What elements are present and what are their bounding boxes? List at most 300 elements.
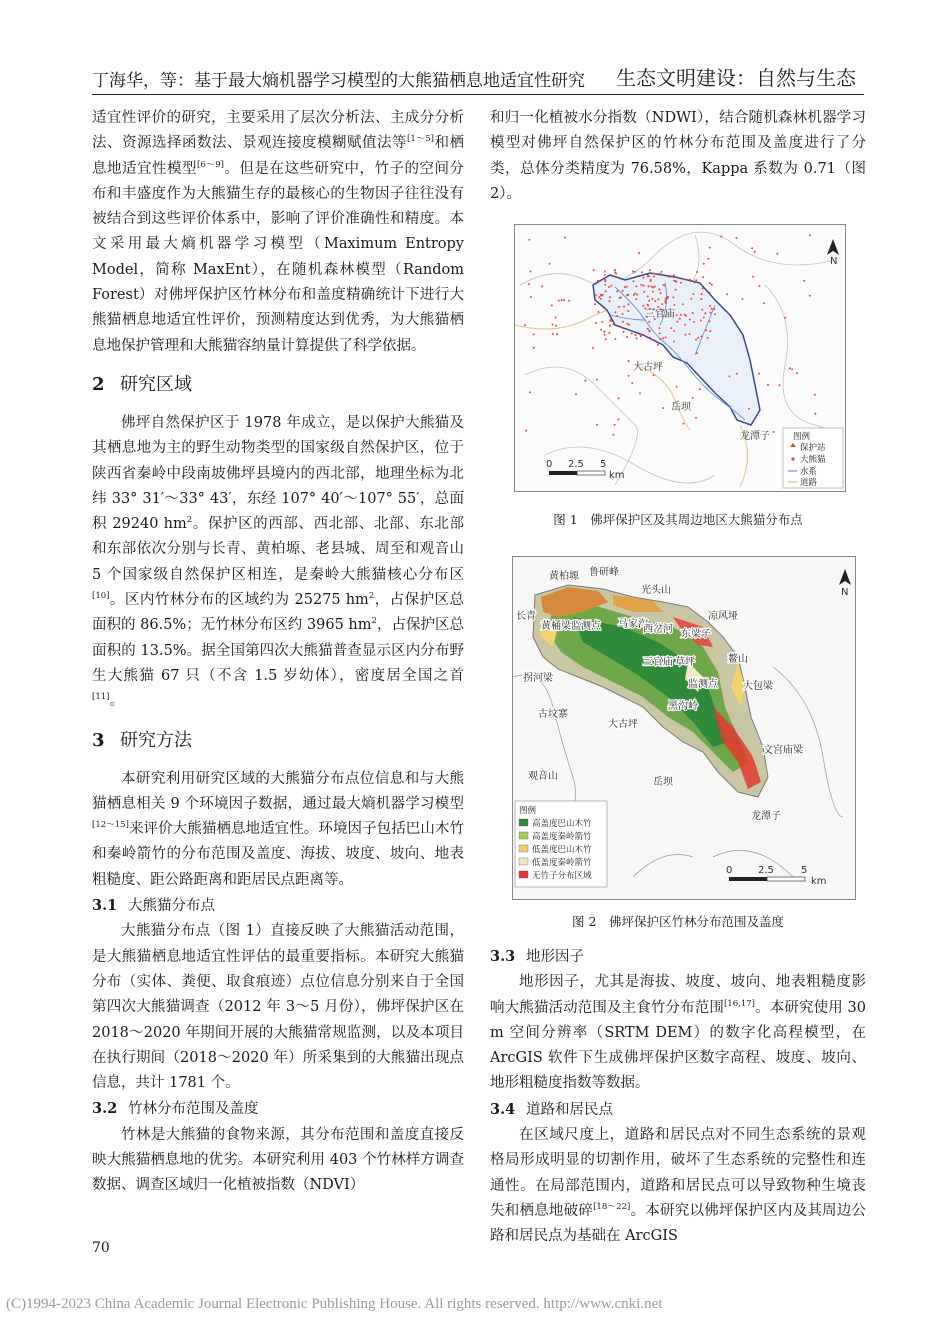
place-label: 监测点 bbox=[688, 679, 718, 690]
panda-point bbox=[682, 303, 684, 305]
place-label: 观音山 bbox=[528, 771, 558, 782]
panda-point bbox=[692, 312, 694, 314]
header-authors-title: 丁海华，等：基于最大熵机器学习模型的大熊猫栖息地适宜性研究 bbox=[92, 71, 585, 91]
panda-point bbox=[598, 296, 600, 298]
panda-point bbox=[709, 320, 711, 322]
place-label: 鲁研峰 bbox=[589, 567, 619, 578]
legend-label: 高盖度秦岭箭竹 bbox=[532, 832, 592, 842]
panda-point bbox=[609, 300, 611, 302]
place-label: 三官庙 bbox=[643, 657, 673, 668]
svg-text:5: 5 bbox=[600, 459, 607, 470]
panda-point bbox=[700, 335, 702, 337]
panda-point bbox=[672, 296, 674, 298]
panda-point bbox=[709, 305, 711, 307]
svg-text:道路: 道路 bbox=[800, 478, 818, 488]
panda-point-icon bbox=[791, 457, 794, 460]
panda-point bbox=[529, 391, 531, 393]
place-label: 古坟寨 bbox=[538, 709, 568, 720]
panda-point bbox=[626, 336, 628, 338]
panda-point bbox=[605, 338, 607, 340]
paragraph-methods: 本研究利用研究区域的大熊猫分布点位信息和与大熊猫栖息相关 9 个环境因子数据，通过最大熵机器学习模型[12～15]来评价大熊猫栖息地适宜性。环境因子包括巴山木竹和秦岭箭竹的分布范围及盖度、海拔、坡度、坡向、地表粗糙度、距公路距离和距居民点距离等。 bbox=[92, 770, 464, 888]
paragraph-panda-points: 大熊猫分布点（图 1）直接反映了大熊猫活动范围，是大熊猫栖息地适宜性评估的最重要指标。本研究大熊猫分布（实体、粪便、取食痕迹）点位信息分别来自于全国第四次大熊猫调查（2012 年 3～5 月份），佛坪保护区在 2018～2020 年期间开展的大熊猫常规监测，以及本项目在执行期间（2018～2020 年）所采集到的大熊猫出现点信息，共计 1781 个。 bbox=[92, 923, 464, 1092]
panda-point bbox=[525, 430, 527, 432]
panda-point bbox=[556, 333, 558, 335]
panda-point bbox=[657, 306, 659, 308]
svg-text:2.5: 2.5 bbox=[568, 459, 584, 470]
panda-point bbox=[689, 333, 691, 335]
panda-point bbox=[695, 279, 697, 281]
legend-swatch bbox=[519, 858, 528, 865]
panda-point bbox=[653, 374, 655, 376]
panda-point bbox=[563, 299, 565, 301]
running-header bbox=[92, 62, 864, 96]
place-label: 拐河梁 bbox=[523, 673, 553, 684]
panda-point bbox=[776, 253, 778, 255]
panda-point bbox=[564, 237, 566, 239]
panda-point bbox=[714, 313, 716, 315]
panda-point bbox=[692, 397, 694, 399]
right-column-bottom bbox=[490, 944, 866, 1250]
panda-point bbox=[652, 287, 654, 289]
svg-text:水系: 水系 bbox=[800, 467, 818, 477]
panda-point bbox=[702, 288, 704, 290]
panda-point bbox=[612, 323, 614, 325]
panda-point bbox=[664, 300, 666, 302]
panda-point bbox=[709, 330, 711, 332]
panda-point bbox=[604, 274, 606, 276]
panda-point bbox=[661, 303, 663, 305]
map-legend bbox=[515, 801, 607, 887]
panda-point bbox=[711, 308, 713, 310]
svg-text:N: N bbox=[830, 256, 838, 267]
panda-point bbox=[684, 324, 686, 326]
panda-point bbox=[653, 276, 655, 278]
panda-point bbox=[673, 330, 675, 332]
panda-point bbox=[555, 325, 557, 327]
map-legend bbox=[783, 428, 843, 488]
panda-point bbox=[676, 314, 678, 316]
panda-point bbox=[648, 300, 650, 302]
panda-point bbox=[614, 269, 616, 271]
panda-point bbox=[628, 360, 630, 362]
panda-point bbox=[604, 284, 606, 286]
citation: [6～9] bbox=[197, 159, 224, 170]
panda-point bbox=[692, 293, 694, 295]
panda-point bbox=[635, 298, 637, 300]
panda-point bbox=[809, 234, 811, 236]
panda-point bbox=[568, 300, 570, 302]
panda-point bbox=[789, 367, 791, 369]
panda-point bbox=[779, 384, 781, 386]
svg-text:km: km bbox=[609, 470, 625, 481]
panda-point bbox=[700, 320, 702, 322]
panda-point bbox=[758, 373, 760, 375]
panda-point bbox=[651, 286, 653, 288]
panda-point bbox=[729, 375, 731, 377]
panda-point bbox=[610, 319, 612, 321]
panda-point bbox=[640, 284, 642, 286]
place-label: 凉风垭 bbox=[708, 611, 738, 622]
panda-point bbox=[633, 280, 635, 282]
panda-point bbox=[767, 384, 769, 386]
paragraph-bamboo-continued: 和归一化植被水分指数（NDWI），结合随机森林机器学习模型对佛坪自然保护区的竹林分布范围及盖度进行了分类，总体分类精度为 76.58%，Kappa 系数为 0.71（图 2）。 bbox=[490, 110, 866, 202]
panda-point bbox=[660, 292, 662, 294]
panda-point bbox=[689, 279, 691, 281]
panda-point bbox=[657, 344, 659, 346]
panda-point bbox=[693, 321, 695, 323]
panda-point bbox=[628, 375, 630, 377]
panda-point bbox=[803, 280, 805, 282]
panda-point bbox=[680, 314, 682, 316]
panda-point bbox=[673, 274, 675, 276]
panda-point bbox=[622, 290, 624, 292]
panda-point bbox=[642, 277, 644, 279]
panda-point bbox=[641, 271, 643, 273]
figure-1-map bbox=[514, 224, 846, 492]
panda-point bbox=[635, 285, 637, 287]
panda-point bbox=[603, 331, 605, 333]
svg-text:图例: 图例 bbox=[793, 432, 811, 442]
panda-point bbox=[673, 341, 675, 343]
svg-text:2.5: 2.5 bbox=[758, 865, 774, 876]
panda-point bbox=[623, 306, 625, 308]
panda-point bbox=[619, 297, 621, 299]
panda-point bbox=[604, 334, 606, 336]
panda-point bbox=[702, 276, 704, 278]
paragraph-bamboo: 竹林是大熊猫的食物来源，其分布范围和盖度直接反映大熊猫栖息地的优劣。本研究利用 403 个竹林样方调查数据、调查区域归一化植被指数（NDVI） bbox=[92, 1126, 464, 1194]
panda-point bbox=[696, 352, 698, 354]
panda-point bbox=[696, 271, 698, 273]
panda-point bbox=[657, 299, 659, 301]
panda-point bbox=[647, 328, 649, 330]
place-sanguanmiao: 三官庙 bbox=[645, 309, 675, 320]
bamboo-coverage-map bbox=[513, 557, 855, 899]
panda-point bbox=[659, 327, 661, 329]
panda-point bbox=[597, 280, 599, 282]
legend-swatch bbox=[519, 819, 528, 826]
panda-point bbox=[634, 293, 636, 295]
panda-point bbox=[635, 334, 637, 336]
panda-point bbox=[648, 321, 650, 323]
panda-point bbox=[661, 271, 663, 273]
panda-point bbox=[622, 327, 624, 329]
legend-label: 低盖度巴山木竹 bbox=[532, 845, 592, 855]
panda-point bbox=[654, 300, 656, 302]
panda-point bbox=[618, 306, 620, 308]
panda-point bbox=[600, 329, 602, 331]
svg-text:5: 5 bbox=[801, 865, 808, 876]
panda-point bbox=[675, 281, 677, 283]
panda-point bbox=[709, 247, 711, 249]
panda-point bbox=[773, 431, 775, 433]
panda-point bbox=[616, 315, 618, 317]
panda-point bbox=[541, 285, 543, 287]
svg-text:图例: 图例 bbox=[519, 806, 537, 816]
panda-point bbox=[608, 332, 610, 334]
panda-point bbox=[647, 275, 649, 277]
panda-point bbox=[608, 286, 610, 288]
place-yueba: 岳坝 bbox=[671, 402, 691, 413]
panda-point bbox=[659, 332, 661, 334]
citation: [12～15] bbox=[92, 820, 129, 831]
panda-point bbox=[735, 237, 737, 239]
panda-point bbox=[676, 321, 678, 323]
place-dagu-ping: 大古坪 bbox=[633, 362, 663, 373]
right-column-top bbox=[490, 106, 866, 207]
panda-point bbox=[701, 309, 703, 311]
paragraph-terrain: 地形因子，尤其是海拔、坡度、坡向、地表粗糙度影响大熊猫活动范围及主食竹分布范围[16,17]。本研究使用 30 m 空间分辨率（SRTM DEM）的数字化高程模型，在 ArcGIS 软件下生成佛坪保护区数字高程、坡度、坡向、地形粗糙度指数等数据。 bbox=[490, 974, 867, 1092]
panda-point bbox=[555, 317, 557, 319]
place-label: 黄柏塬 bbox=[549, 571, 579, 582]
panda-point bbox=[601, 321, 603, 323]
panda-point bbox=[726, 293, 728, 295]
copyright-footer: (C)1994-2023 China Academic Journal Electronic Publishing House. All rights reserved. http://www.cnki.net bbox=[6, 1296, 663, 1312]
panda-point bbox=[622, 321, 624, 323]
panda-point bbox=[558, 300, 560, 302]
place-label: 鳌山 bbox=[728, 654, 748, 665]
panda-point bbox=[647, 295, 649, 297]
panda-point bbox=[690, 298, 692, 300]
panda-point bbox=[748, 408, 750, 410]
panda-point bbox=[694, 282, 696, 284]
panda-point bbox=[616, 290, 618, 292]
panda-point bbox=[814, 394, 816, 396]
panda-point bbox=[650, 338, 652, 340]
place-label: 光头山 bbox=[641, 585, 671, 596]
panda-point bbox=[670, 327, 672, 329]
place-label: 文宫庙梁 bbox=[763, 745, 803, 756]
panda-point bbox=[713, 308, 715, 310]
panda-point bbox=[609, 296, 611, 298]
panda-point bbox=[594, 303, 596, 305]
panda-point bbox=[593, 269, 595, 271]
panda-point bbox=[596, 379, 598, 381]
panda-point bbox=[626, 323, 628, 325]
panda-point bbox=[643, 291, 645, 293]
panda-point bbox=[634, 271, 636, 273]
panda-point bbox=[659, 338, 661, 340]
panda-point bbox=[736, 373, 738, 375]
panda-point bbox=[758, 285, 760, 287]
panda-point bbox=[618, 419, 620, 421]
panda-point bbox=[699, 388, 701, 390]
panda-point bbox=[751, 247, 753, 249]
place-label: 黄桶梁监测点 bbox=[541, 621, 601, 632]
panda-point bbox=[752, 276, 754, 278]
citation: [10] bbox=[92, 591, 110, 602]
panda-point bbox=[595, 322, 597, 324]
panda-point bbox=[709, 292, 711, 294]
panda-point bbox=[605, 290, 607, 292]
page-number: 70 bbox=[92, 1240, 110, 1256]
panda-point bbox=[628, 324, 630, 326]
panda-point bbox=[609, 325, 611, 327]
panda-point bbox=[665, 302, 667, 304]
panda-point bbox=[636, 337, 638, 339]
panda-point bbox=[604, 279, 606, 281]
panda-point bbox=[584, 380, 586, 382]
place-label: 草坪 bbox=[675, 657, 695, 668]
panda-point bbox=[662, 407, 664, 409]
citation: [18～22] bbox=[593, 1201, 631, 1212]
figure-2-caption: 图 2 佛坪保护区竹林分布范围及盖度 bbox=[572, 914, 784, 929]
panda-point bbox=[623, 331, 625, 333]
panda-point bbox=[697, 337, 699, 339]
paragraph-study-area: 佛坪自然保护区于 1978 年成立，是以保护大熊猫及其栖息地为主的野生动物类型的国家级自然保护区，位于陕西省秦岭中段南坡佛坪县境内的西北部，地理坐标为北纬 33° 31′～33° 43′，东经 107° 40′～107° 55′，总面积 29240 $hm^2$。保护区的西部、西北部、北部、东北部和东部依次分别与长青、黄柏塬、老县城、周至和观音山 5 个国家级自然保护区相连，是秦岭大熊猫核心分布区[10]。区内竹林分布的区域约为 25275 $hm^2$，占保护区总面积的 86.5%；无竹林分布区约 3965 $hm^2$，占保护区总面积的 13.5%。据全国第四次大熊猫普查显示区内分布野生大熊猫 67 只（不含 1.5 岁幼体），密度居全国之首[11]。 bbox=[92, 414, 465, 710]
panda-point bbox=[651, 298, 653, 300]
legend-label: 高盖度巴山木竹 bbox=[532, 819, 592, 829]
subsection-heading-3-2: 3.2 竹林分布范围及盖度 bbox=[92, 1100, 259, 1118]
panda-point bbox=[632, 271, 634, 273]
panda-point bbox=[636, 294, 638, 296]
place-label: 岳坝 bbox=[653, 777, 673, 788]
panda-point bbox=[667, 296, 669, 298]
panda-point bbox=[711, 284, 713, 286]
panda-point bbox=[647, 304, 649, 306]
panda-point bbox=[612, 434, 614, 436]
panda-point bbox=[642, 305, 644, 307]
panda-point bbox=[627, 310, 629, 312]
panda-point bbox=[639, 334, 641, 336]
panda-point bbox=[680, 282, 682, 284]
panda-point bbox=[685, 334, 687, 336]
panda-point bbox=[614, 424, 616, 426]
panda-point bbox=[703, 263, 705, 265]
panda-point bbox=[662, 337, 664, 339]
place-label: 大古坪 bbox=[608, 719, 638, 730]
panda-point bbox=[551, 305, 553, 307]
panda-distribution-map bbox=[515, 225, 845, 491]
panda-point bbox=[754, 251, 756, 253]
legend-swatch bbox=[519, 871, 528, 878]
figure-2-map bbox=[512, 556, 856, 900]
place-longtanzi: 龙潭子 bbox=[740, 431, 770, 442]
panda-point bbox=[796, 372, 798, 374]
svg-text:0: 0 bbox=[726, 865, 733, 876]
panda-point bbox=[707, 337, 709, 339]
panda-point bbox=[709, 282, 711, 284]
panda-point bbox=[701, 293, 703, 295]
subsection-heading-3-4: 3.4 道路和居民点 bbox=[490, 1100, 613, 1118]
panda-point bbox=[614, 338, 616, 340]
panda-point bbox=[707, 258, 709, 260]
paragraph-roads: 在区域尺度上，道路和居民点对不同生态系统的景观格局形成明显的切割作用，破坏了生态系统的完整性和连通性。在局部范围内，道路和居民点可以导致物种生境丧失和栖息地破碎[18～22]。本研究以佛坪保护区内及其周边公路和居民点为基础在 ArcGIS bbox=[490, 1127, 867, 1245]
panda-point bbox=[705, 329, 707, 331]
panda-point bbox=[742, 298, 744, 300]
left-column bbox=[92, 106, 464, 1199]
panda-point bbox=[528, 239, 530, 241]
citation: [16,17] bbox=[723, 998, 755, 1009]
panda-point bbox=[631, 333, 633, 335]
header-journal-name: 生态文明建设：自然与生态 bbox=[616, 66, 856, 90]
panda-point bbox=[679, 318, 681, 320]
legend-swatch bbox=[519, 845, 528, 852]
citation: [11] bbox=[92, 692, 110, 703]
panda-point bbox=[631, 382, 633, 384]
panda-point bbox=[649, 269, 651, 271]
place-label: 长青 bbox=[516, 611, 536, 622]
panda-point bbox=[596, 424, 598, 426]
panda-point bbox=[673, 304, 675, 306]
panda-point bbox=[791, 368, 793, 370]
panda-point bbox=[720, 236, 722, 238]
panda-point bbox=[704, 312, 706, 314]
subsection-heading-3-3: 3.3 地形因子 bbox=[490, 948, 584, 965]
svg-text:N: N bbox=[841, 587, 849, 598]
panda-point bbox=[659, 273, 661, 275]
panda-point bbox=[595, 294, 597, 296]
panda-point bbox=[814, 413, 816, 415]
panda-point bbox=[643, 285, 645, 287]
panda-point bbox=[695, 339, 697, 341]
panda-point bbox=[683, 278, 685, 280]
panda-point bbox=[533, 347, 535, 349]
panda-point bbox=[809, 295, 811, 297]
panda-point bbox=[533, 333, 535, 335]
panda-point bbox=[665, 337, 667, 339]
panda-point bbox=[600, 294, 602, 296]
panda-point bbox=[784, 317, 786, 319]
panda-point bbox=[624, 286, 626, 288]
panda-point bbox=[682, 423, 684, 425]
legend-label: 无竹子分布区域 bbox=[532, 871, 592, 881]
panda-point bbox=[695, 417, 697, 419]
figure-1-caption: 图 1 佛坪保护区及其周边地区大熊猫分布点 bbox=[553, 512, 803, 527]
panda-point bbox=[638, 252, 640, 254]
panda-point bbox=[676, 386, 678, 388]
panda-point bbox=[658, 289, 660, 291]
place-label: 西岔河 bbox=[643, 624, 673, 635]
panda-point bbox=[528, 283, 530, 285]
panda-point bbox=[763, 302, 765, 304]
panda-point bbox=[648, 330, 650, 332]
panda-point bbox=[673, 280, 675, 282]
place-label: 东梁子 bbox=[681, 629, 711, 640]
place-label: 龙潭子 bbox=[751, 811, 781, 822]
section-heading-3: 3 研究方法 bbox=[92, 729, 192, 751]
panda-point bbox=[648, 285, 650, 287]
panda-point bbox=[530, 296, 532, 298]
panda-point bbox=[622, 313, 624, 315]
legend-label: 低盖度秦岭箭竹 bbox=[532, 858, 592, 868]
svg-text:大熊猫: 大熊猫 bbox=[800, 455, 826, 465]
header-rule bbox=[92, 94, 864, 95]
section-heading-2: 2 研究区域 bbox=[92, 373, 192, 395]
panda-point bbox=[552, 333, 554, 335]
panda-point bbox=[709, 312, 711, 314]
panda-point bbox=[703, 317, 705, 319]
place-label: 大包梁 bbox=[743, 681, 773, 692]
panda-point bbox=[618, 397, 620, 399]
panda-point bbox=[561, 299, 563, 301]
panda-point bbox=[664, 284, 666, 286]
panda-point bbox=[610, 285, 612, 287]
panda-point bbox=[626, 286, 628, 288]
svg-text:保护站: 保护站 bbox=[800, 443, 826, 453]
panda-point bbox=[628, 303, 630, 305]
panda-point bbox=[524, 324, 526, 326]
panda-point bbox=[652, 291, 654, 293]
panda-point bbox=[668, 276, 670, 278]
paragraph-intro: 适宜性评价的研究，主要采用了层次分析法、主成分分析法、资源选择函数法、景观连接度模糊赋值法等[1～5]和栖息地适宜性模型[6～9]。但是在这些研究中，竹子的空间分布和丰盛度作为大熊猫生存的最核心的生物因子往往没有被结合到这些评价体系中，影响了评价准确性和精度。本文采用最大熵机器学习模型（Maximum Entropy Model，简称 MaxEnt），在随机森林模型（Random Forest）对佛坪保护区竹林分布和盖度精确统计下进行大熊猫栖息地适宜性评价，预测精度达到优秀，为大熊猫栖息地保护管理和大熊猫容纳量计算提供了科学依据。 bbox=[92, 110, 465, 354]
panda-point bbox=[639, 392, 641, 394]
panda-point bbox=[604, 271, 606, 273]
panda-point bbox=[598, 311, 600, 313]
panda-point bbox=[700, 298, 702, 300]
panda-point bbox=[549, 263, 551, 265]
citation: [1～5] bbox=[407, 134, 434, 145]
panda-point bbox=[675, 289, 677, 291]
